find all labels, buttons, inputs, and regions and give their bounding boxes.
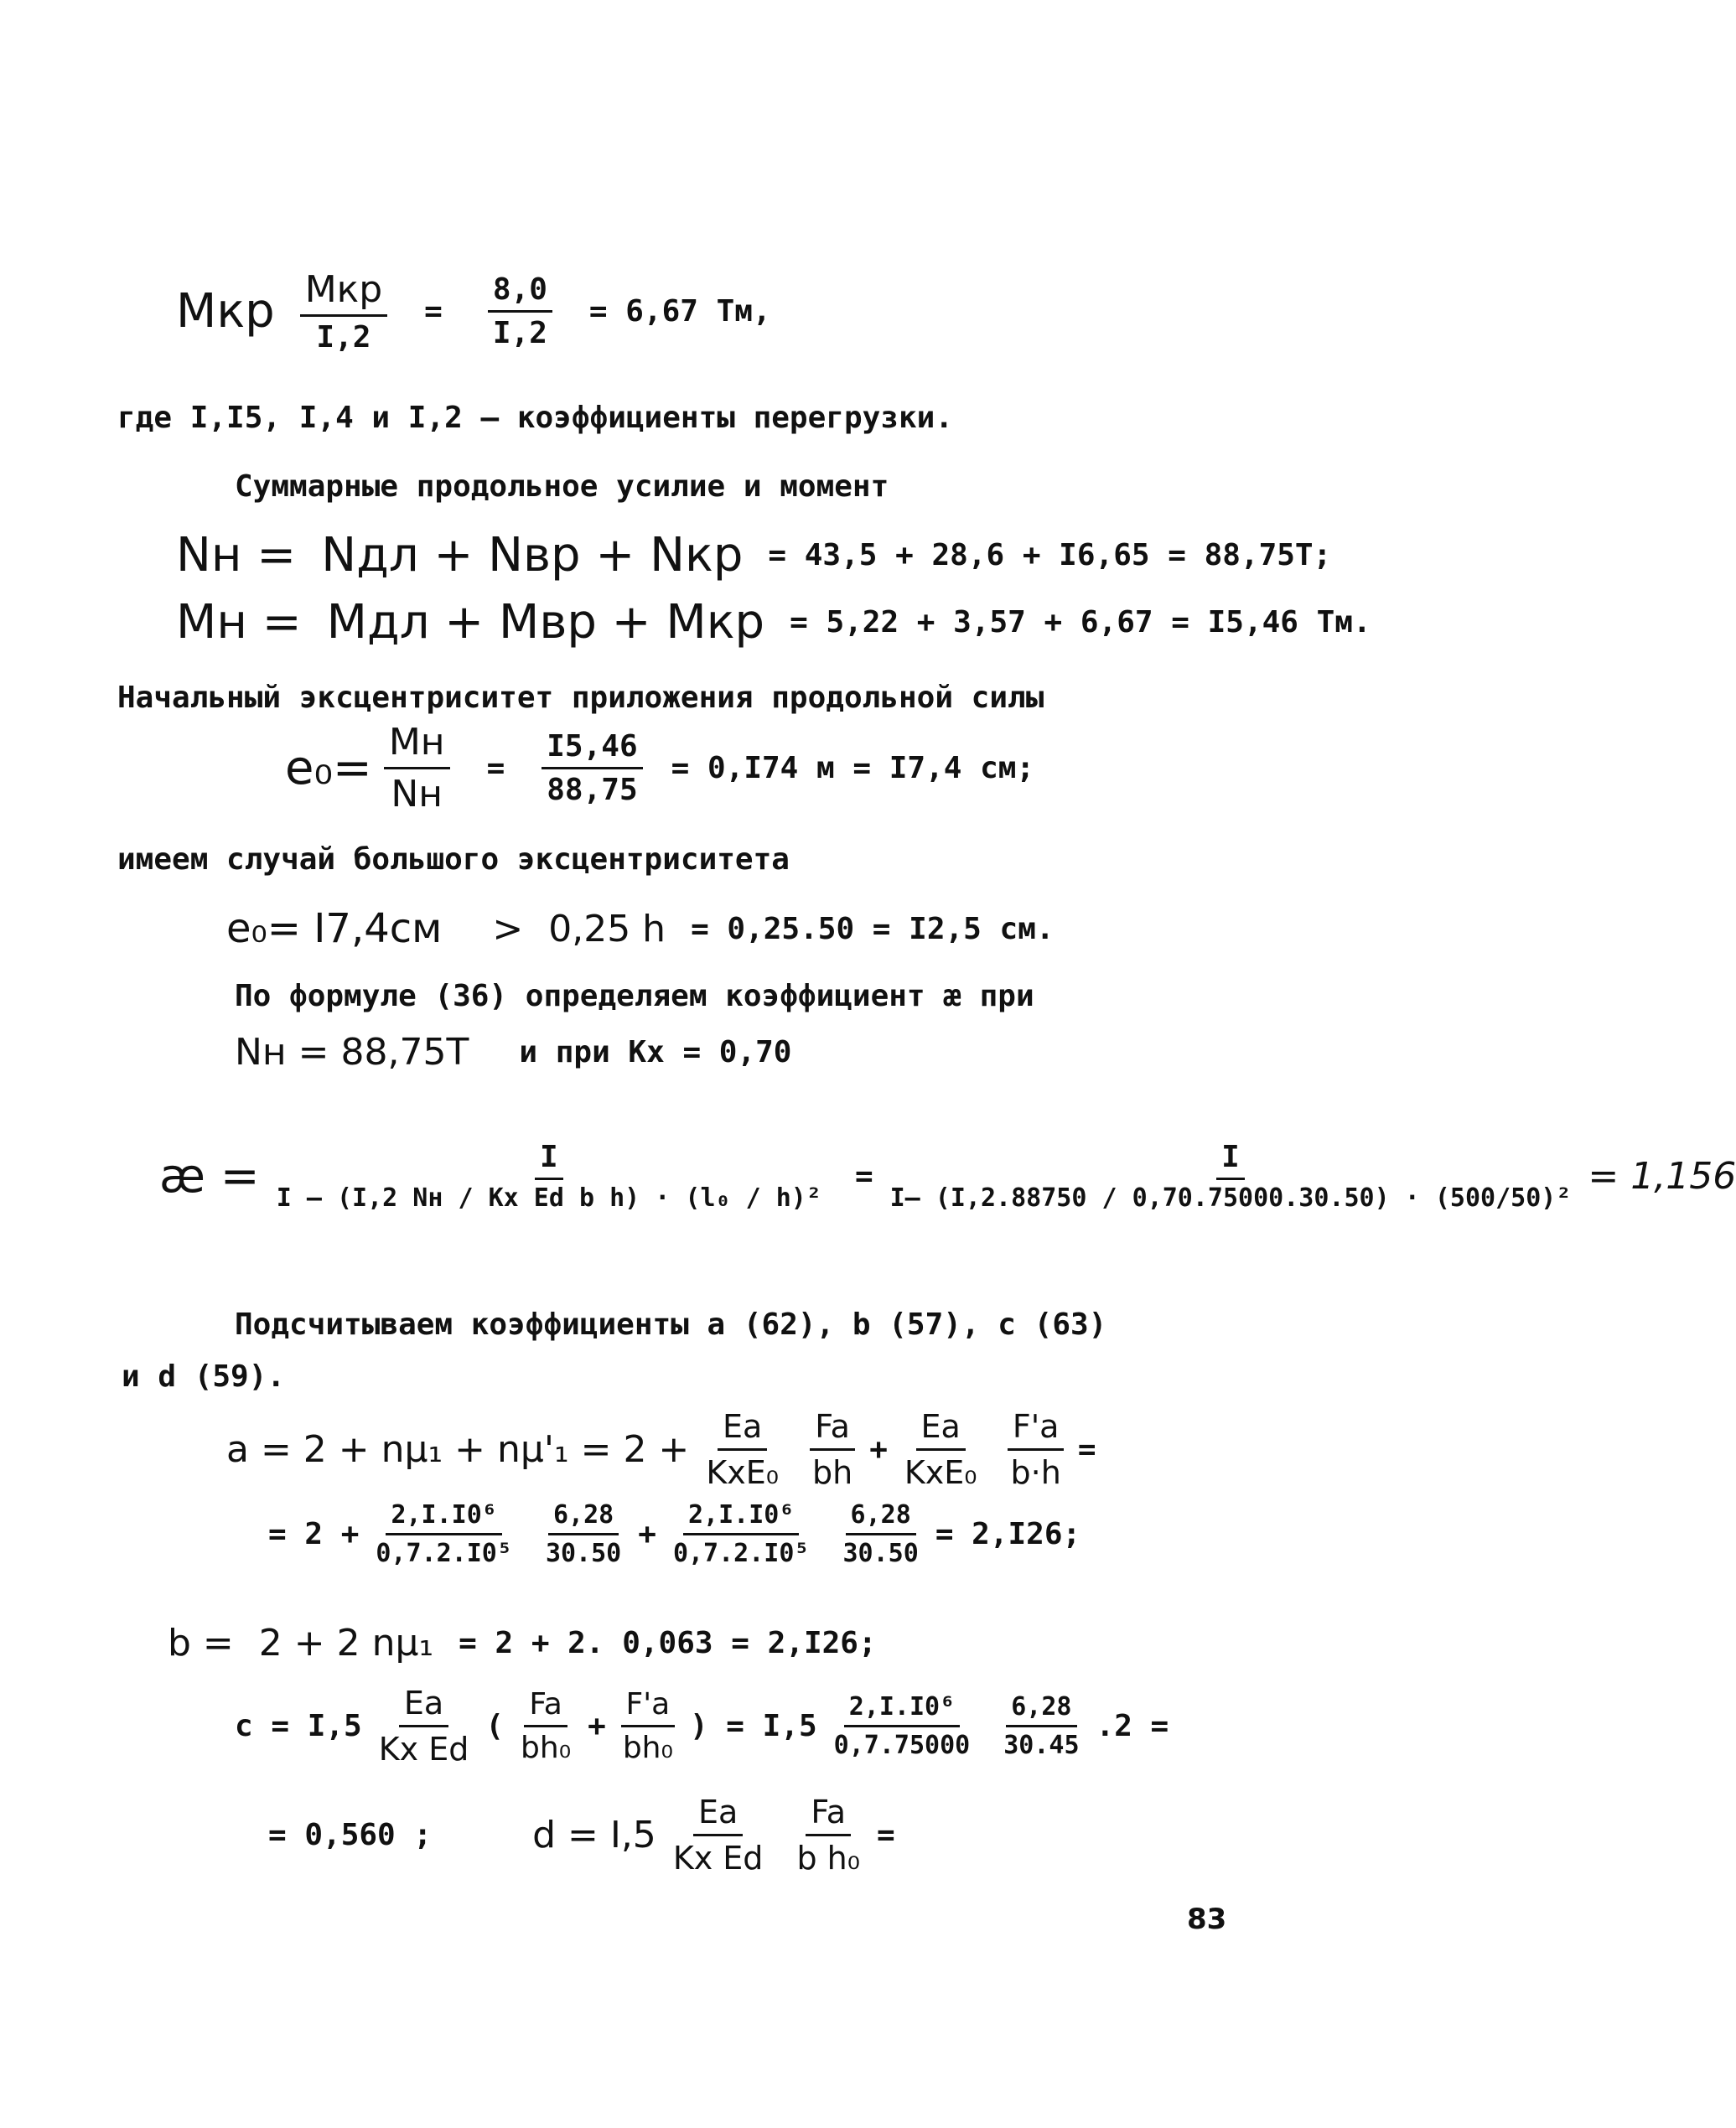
eq-cond: Nн = 88,75Т и при Kx = 0,70 [235,1031,792,1074]
eq-ae: æ = $\frac{I}{\text{I – (I,2 Nн / Kx Ed b h) · (l₀ / h)²}}$ = $\frac{I}{\text{I– (I,2.88750 / 0,70.75000.30.50) · (500/50)²}}$ = 1,156 [159,1140,1736,1213]
eq-M: Mн = Mдл + Mвр + Mкр = 5,22 + 3,57 + 6,67 = I5,46 Тм. [176,595,1371,650]
eq-e0: e₀= $\frac{Mн}{Nн}$ = $\frac{I5,46}{88,75}$ = 0,I74 м = I7,4 см; [285,721,1035,815]
mkr-frac2: $\frac{8,0}{I,2}$ [488,272,552,350]
text-case: имеем случай большого эксцентриситета [117,842,790,877]
eq-mkr: Mкр $\frac{\text{Mкр}}{I,2}$ = $\frac{8,0}{I,2}$ = 6,67 Тм, [176,268,771,355]
text-coef-heading: Подсчитываем коэффициенты a (62), b (57), c (63) [235,1307,1107,1342]
page-number: 83 [1187,1903,1227,1936]
eq-compare: e₀= I7,4см > 0,25 h = 0,25.50 = I2,5 см. [226,905,1055,952]
eq-N: Nн = Nдл + Nвр + Nкр = 43,5 + 28,6 + I6,65 = 88,75Т; [176,528,1332,582]
text-sum-heading: Суммарные продольное усилие и момент [235,469,889,504]
eq-a1: a = 2 + nμ₁ + nμ'₁ = 2 + $\frac{Ea}{\text{KxE₀}}$ $\frac{Fa}{bh}$ + $\frac{Ea}{\text{KxE₀}}$ $\frac{F'a}{b\cdot h}$ = [226,1408,1096,1491]
text-ecc-heading: Начальный эксцентриситет приложения продольной силы [117,681,1044,715]
eq-b: b = 2 + 2 nμ₁ = 2 + 2. 0,063 = 2,I26; [168,1622,877,1665]
text-formula: По формуле (36) определяем коэффициент æ при [235,979,1034,1013]
text-coef-tail: и d (59). [122,1359,286,1394]
eq-a2: = 2 + $\frac{\text{2,I.I0⁶}}{\text{0,7.2.I0⁵}}$ $\frac{6,28}{30.50}$ + $\frac{\text{2,I.I0⁶}}{\text{0,7.2.I0⁵}}$ $\frac{6,28}{30.50}$ = 2,I26; [268,1500,1081,1568]
mkr-frac1: $\frac{\text{Mкр}}{I,2}$ [300,268,387,355]
eq-c1: c = I,5 $\frac{Ea}{\text{Kx Ed}}$ ( $\frac{Fa}{\text{bh₀}}$ + $\frac{F'a}{\text{bh₀}}$ ) = I,5 $\frac{\text{2,I.I0⁶}}{0,7.75000}$ $\frac{6,28}{30.45}$ .2 = [235,1685,1169,1768]
text-where: где I,I5, I,4 и I,2 – коэффициенты перегрузки. [117,401,953,435]
mkr-lhs: Mкр [176,284,275,339]
eq-c2-d: = 0,560 ; d = I,5 $\frac{Ea}{\text{Kx Ed}}$ $\frac{Fa}{\text{b h₀}}$ = [268,1794,895,1877]
